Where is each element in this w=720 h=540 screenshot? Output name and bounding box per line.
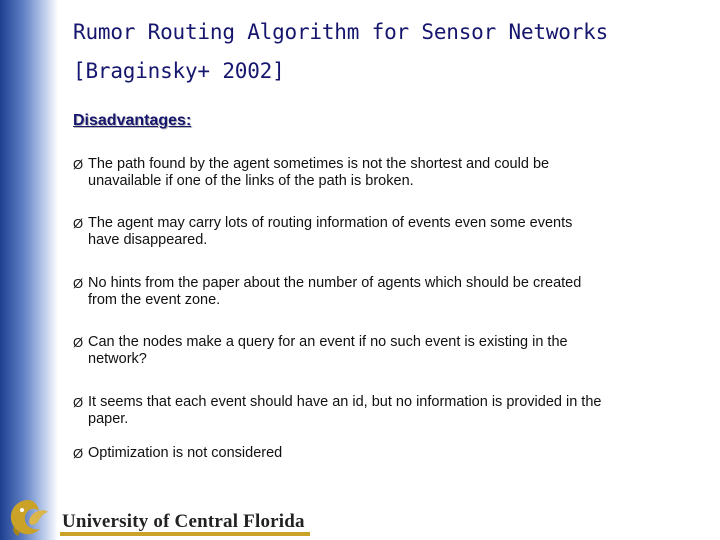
bullet-line: unavailable if one of the links of the path is broken. [88, 173, 414, 189]
bullet-line: paper. [88, 411, 129, 427]
bullet-line: No hints from the paper about the number of agents which should be created [88, 275, 582, 291]
slide-citation: [Braginsky+ 2002] [73, 59, 285, 83]
arrow-bullet-icon: Ø [73, 276, 84, 291]
slide-title: Rumor Routing Algorithm for Sensor Networks [73, 20, 609, 44]
bullet-item [73, 334, 673, 368]
decorative-side-bar [0, 0, 58, 540]
section-heading: Disadvantages: [73, 112, 192, 129]
bullet-line: The agent may carry lots of routing information of events even some events [88, 215, 573, 231]
bullet-line: from the event zone. [88, 292, 221, 308]
bullet-line: It seems that each event should have an id, but no information is provided in the [88, 394, 602, 410]
footer [6, 496, 316, 538]
arrow-bullet-icon: Ø [73, 335, 84, 350]
bullet-line: Can the nodes make a query for an event if no such event is existing in the [88, 334, 568, 350]
bullet-line: Optimization is not considered [88, 445, 283, 461]
arrow-bullet-icon: Ø [73, 216, 84, 231]
footer-underline [60, 532, 310, 536]
bullet-item [73, 394, 673, 428]
bullet-line: network? [88, 351, 147, 367]
bullet-item [73, 445, 673, 462]
arrow-bullet-icon: Ø [73, 157, 84, 172]
arrow-bullet-icon: Ø [73, 446, 84, 461]
arrow-bullet-icon: Ø [73, 395, 84, 410]
bullet-item [73, 275, 673, 309]
university-name: University of Central Florida [62, 511, 305, 532]
bullet-item [73, 156, 673, 190]
bullet-line: have disappeared. [88, 232, 208, 248]
bullet-item [73, 215, 673, 249]
bullet-line: The path found by the agent sometimes is not the shortest and could be [88, 156, 550, 172]
pegasus-logo-icon [6, 496, 50, 538]
